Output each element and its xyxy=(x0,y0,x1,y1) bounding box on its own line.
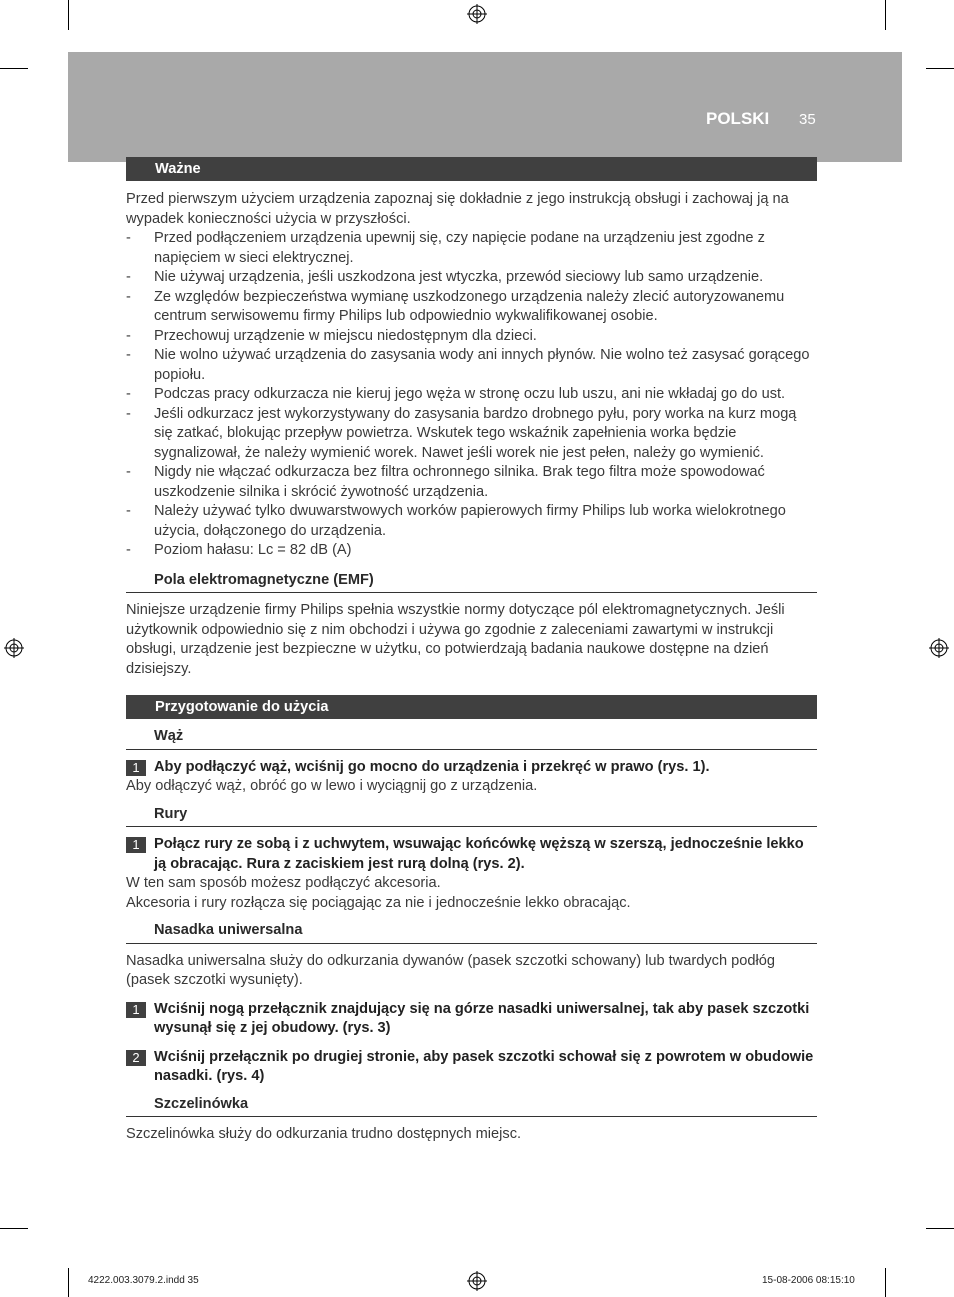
step-number-badge: 2 xyxy=(126,1050,146,1066)
list-item: - Podczas pracy odkurzacza nie kieruj jego węża w stronę oczu lub uszu, ani nie wkładaj go do ust. xyxy=(126,385,817,405)
registration-mark-icon xyxy=(929,638,949,658)
crop-mark xyxy=(0,1228,28,1229)
tubes-note-2: Akcesoria i rury rozłącza się pociągając za nie i jednocześnie lekko obracając. xyxy=(126,894,631,911)
crop-mark xyxy=(926,1228,954,1229)
hose-note: Aby odłączyć wąż, obróć go w lewo i wyciągnij go z urządzenia. xyxy=(126,778,538,794)
list-item: - Przechowuj urządzenie w miejscu niedostępnym dla dzieci. xyxy=(126,327,817,347)
list-item: - Nie używaj urządzenia, jeśli uszkodzona jest wtyczka, przewód sieciowy lub samo urządzenie. xyxy=(126,268,817,288)
nozzle-step-2 xyxy=(126,1048,817,1087)
emf-text: Niniejsze urządzenie firmy Philips spełnia wszystkie normy dotyczące pól elektromagnetycznych. Jeśli użytkownik odpowiednio się z nim obchodzi i używa go zgodnie z zaleceniami zawartymi w instrukcji obsługi, urządzenie jest bezpieczne w użytku, co potwierdzają badania naukowe dostępne na dzień dzisiejszy. xyxy=(126,602,785,677)
hose-step-1 xyxy=(126,758,817,778)
subhead-emf: Pola elektromagnetyczne (EMF) xyxy=(126,571,817,594)
subhead-nozzle: Nasadka uniwersalna xyxy=(126,921,817,944)
registration-mark-icon xyxy=(467,4,487,24)
step-text: Połącz rury ze sobą i z uchwytem, wsuwając końcówkę węższą w szerszą, jednocześnie lekko ją obracając. Rura z zaciskiem jest rurą dolną (rys. 2). xyxy=(154,836,804,872)
list-item: - Nie wolno używać urządzenia do zasysania wody ani innych płynów. Nie wolno też zasysać gorącego popiołu. xyxy=(126,346,817,385)
nozzle-step-1 xyxy=(126,1000,817,1039)
crop-mark xyxy=(68,1268,69,1297)
registration-mark-icon xyxy=(4,638,24,658)
page-content xyxy=(126,157,817,1145)
crop-mark xyxy=(885,0,886,30)
step-text: Wciśnij przełącznik po drugiej stronie, aby pasek szczotki schował się z powrotem w obudowie nasadki. (rys. 4) xyxy=(154,1048,814,1084)
step-number-badge: 1 xyxy=(126,1002,146,1018)
step-text: Aby podłączyć wąż, wciśnij go mocno do urządzenia i przekręć w prawo (rys. 1). xyxy=(154,758,710,775)
list-item: - Jeśli odkurzacz jest wykorzystywany do zasysania bardzo drobnego pyłu, pory worka na kurz mogą się zatkać, blokując przepływ powietrza. Wskutek tego wskaźnik zapełnienia worka będzie sygnalizował, że należy wymienić worek. Nawet jeśli worek nie jest pełen, należy go wymienić. xyxy=(126,405,817,464)
subhead-hose: Wąż xyxy=(126,727,817,750)
nozzle-text: Nasadka uniwersalna służy do odkurzania dywanów (pasek szczotki schowany) lub twardych podłóg (pasek szczotki wysunięty). xyxy=(126,952,775,988)
step-number-badge: 1 xyxy=(126,760,146,776)
language-label: POLSKI xyxy=(706,109,770,128)
crop-mark xyxy=(68,0,69,30)
tubes-note-1: W ten sam sposób możesz podłączyć akcesoria. xyxy=(126,875,441,891)
list-item: - Ze względów bezpieczeństwa wymianę uszkodzonego urządzenia należy zlecić autoryzowanemu centrum serwisowemu firmy Philips lub odpowiednio wykwalifikowanej osobie. xyxy=(126,288,817,327)
crop-mark xyxy=(885,1268,886,1297)
page-number: 35 xyxy=(799,111,816,128)
list-item: - Przed podłączeniem urządzenia upewnij się, czy napięcie podane na urządzeniu jest zgodne z napięciem w sieci elektrycznej. xyxy=(126,229,817,268)
step-number-badge: 1 xyxy=(126,837,146,853)
list-item: - Należy używać tylko dwuwarstwowych worków papierowych firmy Philips lub worka wielokrotnego użycia, dołączonego do urządzenia. xyxy=(126,502,817,541)
footer-datetime: 15-08-2006 08:15:10 xyxy=(762,1275,855,1286)
footer-file-name: 4222.003.3079.2.indd 35 xyxy=(88,1275,199,1286)
section-title-important: Ważne xyxy=(126,157,817,181)
crevice-text: Szczelinówka służy do odkurzania trudno dostępnych miejsc. xyxy=(126,1126,522,1142)
important-list xyxy=(126,229,817,561)
section-title-prep: Przygotowanie do użycia xyxy=(126,695,817,719)
crop-mark xyxy=(926,68,954,69)
subhead-tubes: Rury xyxy=(126,805,817,828)
registration-mark-icon xyxy=(467,1271,487,1291)
tubes-step-1 xyxy=(126,835,817,874)
crop-mark xyxy=(0,68,28,69)
header-band xyxy=(68,52,902,162)
subhead-crevice: Szczelinówka xyxy=(126,1095,817,1118)
list-item: - Nigdy nie włączać odkurzacza bez filtra ochronnego silnika. Brak tego filtra może spowodować uszkodzenie silnika i skrócić żywotność urządzenia. xyxy=(126,463,817,502)
important-intro: Przed pierwszym użyciem urządzenia zapoznaj się dokładnie z jego instrukcją obsługi i zachowaj ją na wypadek konieczności użycia w przyszłości. xyxy=(126,191,789,227)
step-text: Wciśnij nogą przełącznik znajdujący się na górze nasadki uniwersalnej, tak aby pasek szczotki wysunął się z jej obudowy. (rys. 3) xyxy=(154,1000,810,1036)
list-item: - Poziom hałasu: Lc = 82 dB (A) xyxy=(126,541,817,561)
